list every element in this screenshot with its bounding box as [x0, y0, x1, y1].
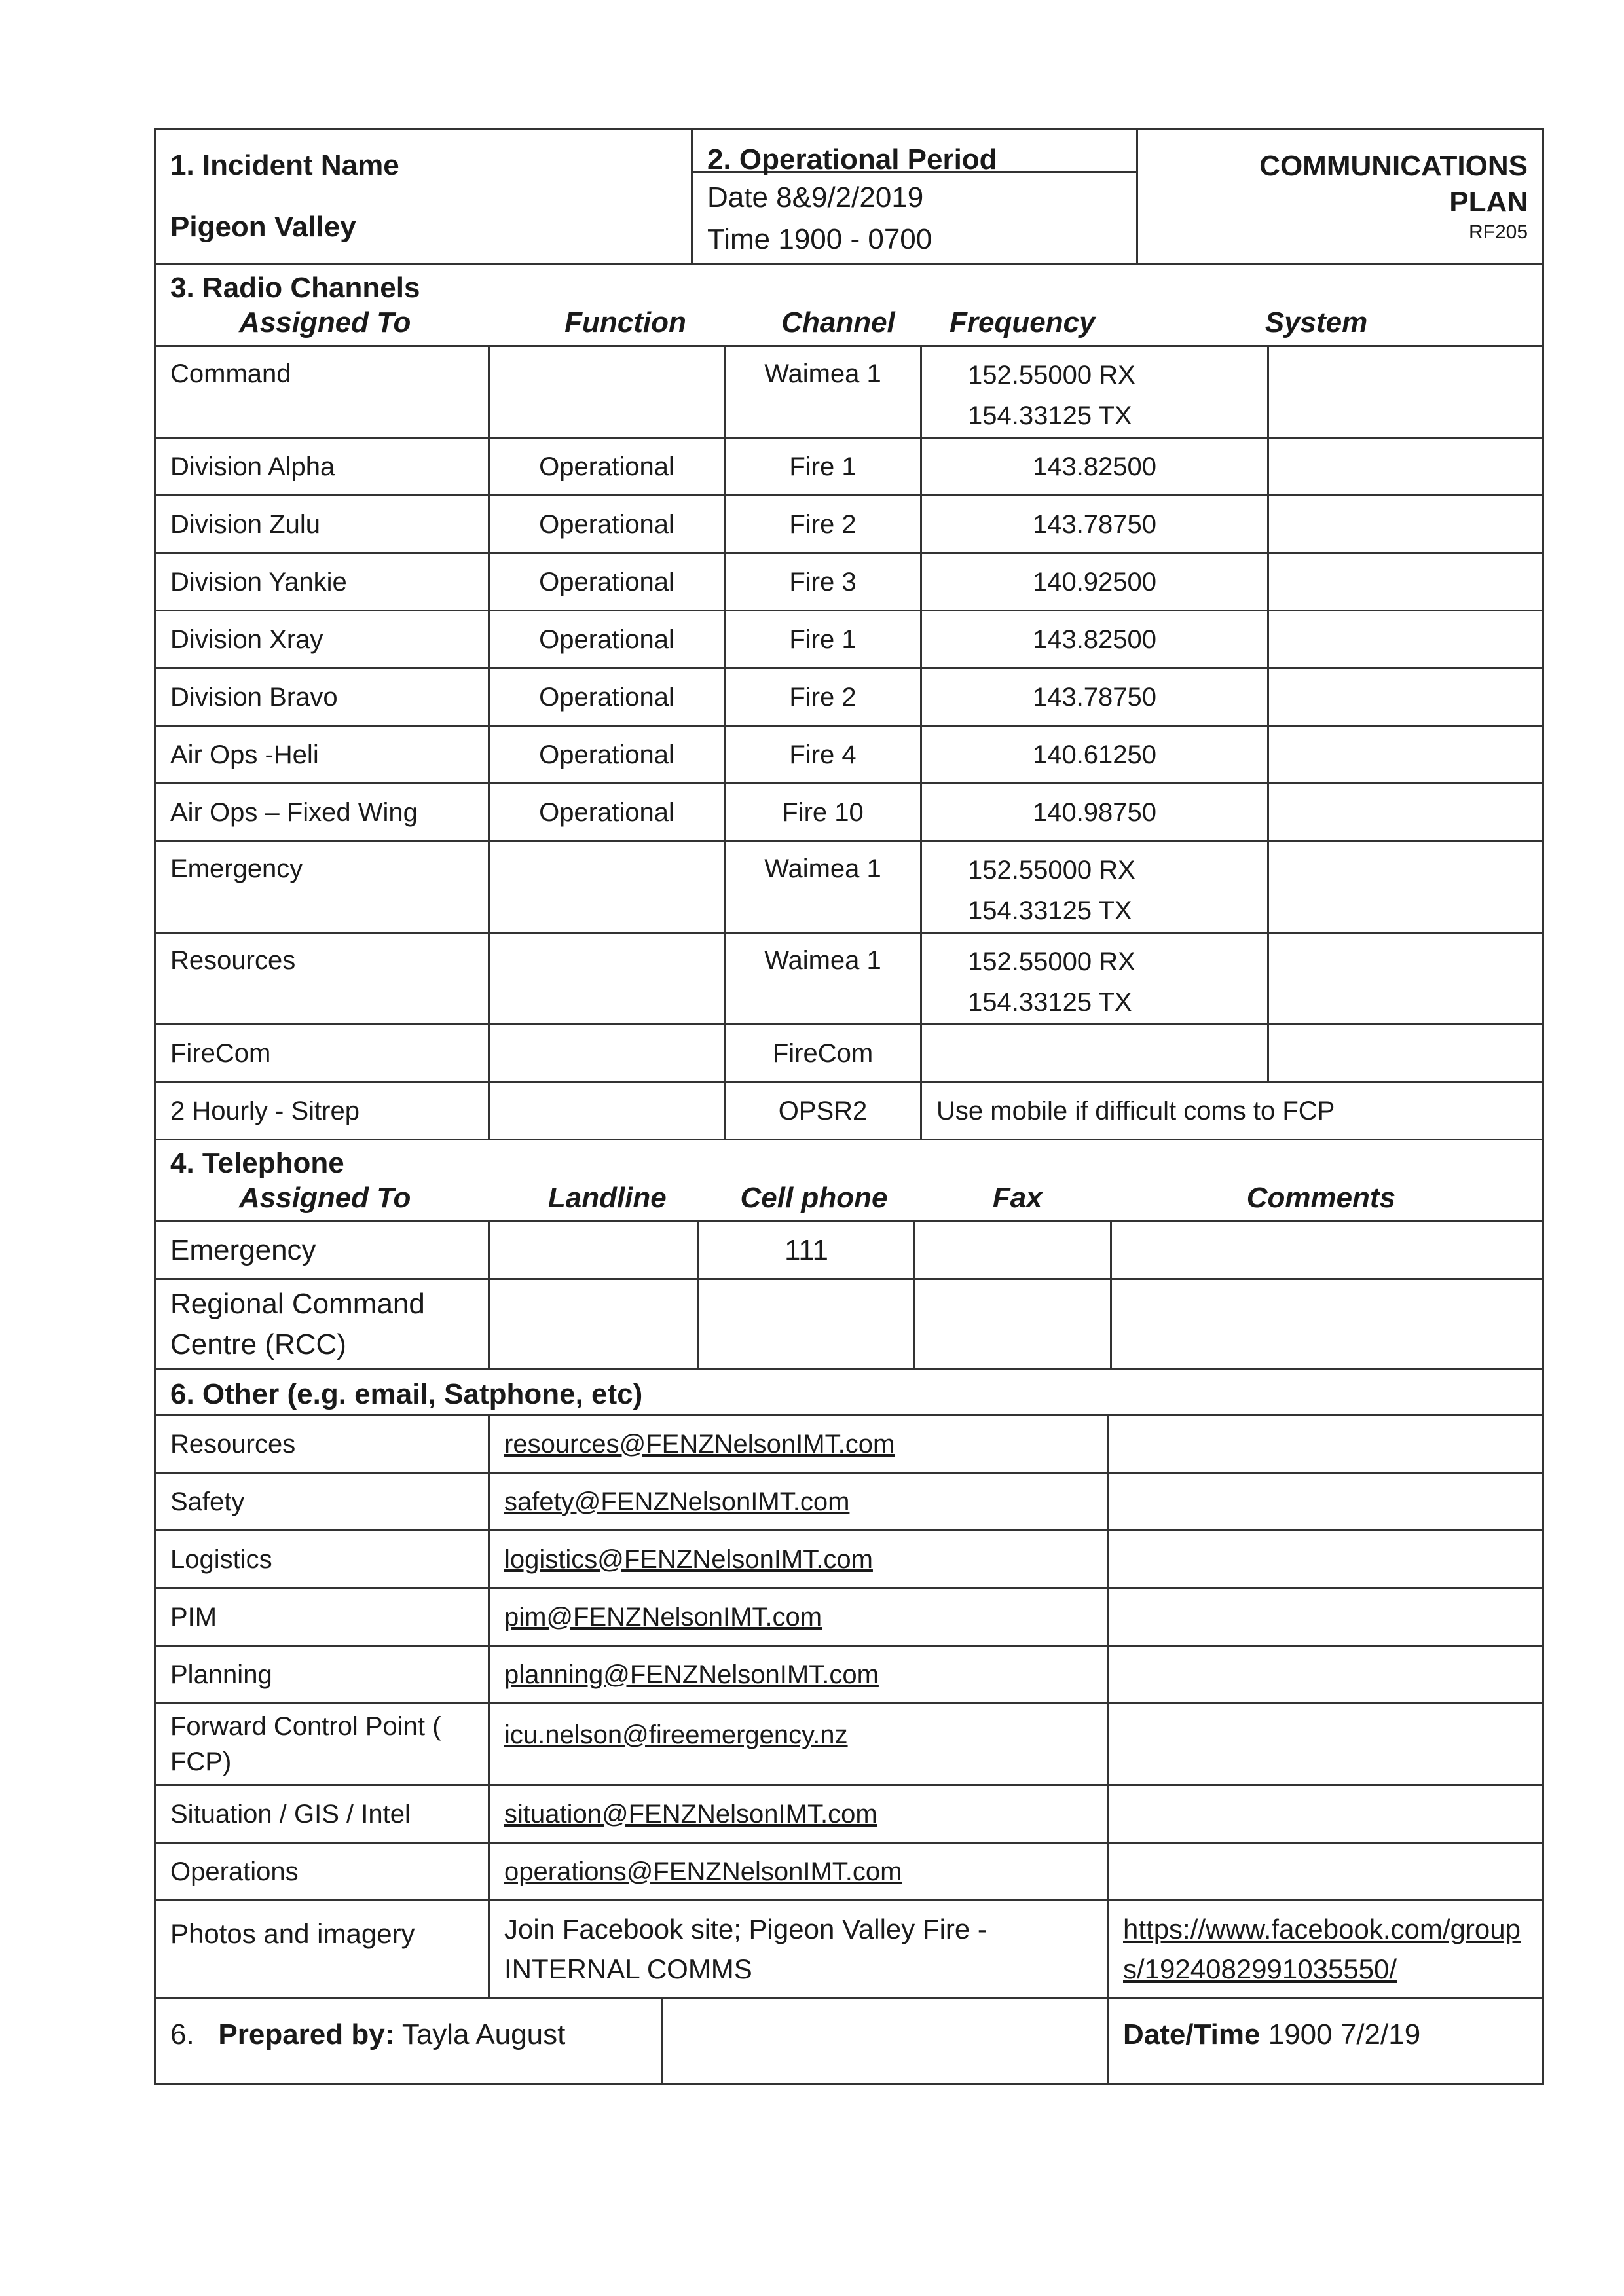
tel-landline: [489, 1279, 699, 1370]
telephone-section-header: [155, 1140, 1543, 1222]
radio-function: [489, 1025, 725, 1082]
other-label: Situation / GIS / Intel: [155, 1785, 489, 1843]
photos-label: Photos and imagery: [155, 1901, 489, 1999]
radio-assigned: Division Bravo: [155, 668, 489, 726]
radio-function: Operational: [489, 726, 725, 784]
other-label: Operations: [155, 1843, 489, 1901]
telephone-row: [155, 1222, 1543, 1279]
email-link[interactable]: pim@FENZNelsonIMT.com: [489, 1588, 1108, 1646]
other-section-header: [155, 1370, 1543, 1415]
radio-frequency: [921, 346, 1268, 438]
radio-channel: Fire 2: [725, 668, 921, 726]
radio-column-headers: [170, 306, 1528, 344]
other-notes: [1108, 1531, 1543, 1588]
other-notes: [1108, 1646, 1543, 1704]
radio-function: Operational: [489, 784, 725, 841]
email-link[interactable]: resources@FENZNelsonIMT.com: [489, 1415, 1108, 1473]
photos-value: Join Facebook site; Pigeon Valley Fire - INTERNAL COMMS: [489, 1901, 1108, 1999]
tel-assigned: Regional Command Centre (RCC): [155, 1279, 489, 1370]
radio-assigned: Division Alpha: [155, 438, 489, 496]
photos-row: [155, 1901, 1543, 1999]
radio-frequency: 143.82500: [921, 438, 1268, 496]
radio-row: [155, 841, 1543, 933]
col-cell-phone: Cell phone: [740, 1182, 888, 1214]
prepared-by-cell: [155, 1999, 663, 2084]
form-code: RF205: [1468, 221, 1528, 244]
radio-row: [155, 784, 1543, 841]
radio-channels-table: [154, 263, 1544, 1140]
sitrep-assigned: 2 Hourly - Sitrep: [155, 1082, 489, 1140]
radio-frequency: 140.61250: [921, 726, 1268, 784]
tel-fax: [915, 1279, 1111, 1370]
radio-channel: Fire 10: [725, 784, 921, 841]
other-label: PIM: [155, 1588, 489, 1646]
frequency-tx: 154.33125 TX: [968, 896, 1132, 925]
radio-system: [1268, 668, 1543, 726]
telephone-table: [154, 1139, 1544, 1370]
email-link[interactable]: situation@FENZNelsonIMT.com: [489, 1785, 1108, 1843]
email-link[interactable]: logistics@FENZNelsonIMT.com: [489, 1531, 1108, 1588]
tel-cell: [699, 1279, 915, 1370]
radio-system: [1268, 346, 1543, 438]
radio-function: Operational: [489, 668, 725, 726]
title-line1: COMMUNICATIONS: [1259, 150, 1528, 183]
other-notes: [1108, 1704, 1543, 1785]
radio-row: [155, 496, 1543, 553]
tel-assigned: Emergency: [155, 1222, 489, 1279]
radio-function: Operational: [489, 496, 725, 553]
radio-channel: Fire 1: [725, 611, 921, 668]
prepared-by-table: [154, 1997, 1544, 2085]
title-cell: [1137, 129, 1543, 264]
radio-frequency: 140.98750: [921, 784, 1268, 841]
radio-system: [1268, 784, 1543, 841]
radio-frequency: 143.78750: [921, 668, 1268, 726]
tel-comments: [1111, 1222, 1543, 1279]
radio-assigned: Air Ops -Heli: [155, 726, 489, 784]
email-link[interactable]: planning@FENZNelsonIMT.com: [489, 1646, 1108, 1704]
radio-row: [155, 1025, 1543, 1082]
radio-frequency: 143.78750: [921, 496, 1268, 553]
radio-assigned: Resources: [155, 933, 489, 1025]
radio-system: [1268, 496, 1543, 553]
facebook-group-link[interactable]: https://www.facebook.com/groups/1924082991035550/: [1108, 1901, 1543, 1999]
prepared-label: Prepared by:: [218, 2018, 395, 2050]
frequency-rx: 152.55000 RX: [968, 947, 1135, 976]
tel-comments: [1111, 1279, 1543, 1370]
other-row: [155, 1588, 1543, 1646]
other-notes: [1108, 1843, 1543, 1901]
radio-row: [155, 933, 1543, 1025]
col-channel: Channel: [781, 306, 895, 338]
radio-row: [155, 553, 1543, 611]
other-label: Planning: [155, 1646, 489, 1704]
period-label: 2. Operational Period: [693, 132, 1136, 173]
other-row: [155, 1646, 1543, 1704]
email-link[interactable]: operations@FENZNelsonIMT.com: [489, 1843, 1108, 1901]
radio-row: [155, 726, 1543, 784]
other-row: [155, 1473, 1543, 1531]
radio-channel: Fire 2: [725, 496, 921, 553]
radio-system: [1268, 611, 1543, 668]
sitrep-note: Use mobile if difficult coms to FCP: [921, 1082, 1543, 1140]
other-label: Forward Control Point ( FCP): [155, 1704, 489, 1785]
signature-cell: [663, 1999, 1108, 2084]
sitrep-function: [489, 1082, 725, 1140]
telephone-column-headers: [170, 1181, 1528, 1220]
col-function: Function: [564, 306, 686, 338]
radio-frequency: [921, 933, 1268, 1025]
other-label: Resources: [155, 1415, 489, 1473]
radio-assigned: Division Yankie: [155, 553, 489, 611]
radio-function: [489, 933, 725, 1025]
radio-system: [1268, 553, 1543, 611]
radio-section-title: 3. Radio Channels: [170, 272, 420, 304]
datetime-label: Date/Time: [1123, 2018, 1261, 2050]
period-date: Date 8&9/2/2019: [707, 181, 924, 214]
incident-name: Pigeon Valley: [170, 211, 356, 243]
other-notes: [1108, 1588, 1543, 1646]
radio-assigned: Air Ops – Fixed Wing: [155, 784, 489, 841]
other-rows: [155, 1415, 1543, 1901]
radio-system: [1268, 438, 1543, 496]
radio-row: [155, 438, 1543, 496]
col-comments: Comments: [1246, 1182, 1396, 1214]
radio-assigned: Division Zulu: [155, 496, 489, 553]
other-notes: [1108, 1785, 1543, 1843]
other-row: [155, 1531, 1543, 1588]
radio-channel: Waimea 1: [725, 346, 921, 438]
other-row: [155, 1843, 1543, 1901]
tel-landline: [489, 1222, 699, 1279]
sitrep-channel: OPSR2: [725, 1082, 921, 1140]
incident-cell: [155, 129, 692, 264]
radio-row: [155, 668, 1543, 726]
radio-rows: [155, 346, 1543, 1082]
radio-frequency: 143.82500: [921, 611, 1268, 668]
other-row: [155, 1415, 1543, 1473]
radio-section-header: [155, 264, 1543, 346]
prepared-name: Tayla August: [401, 2018, 566, 2050]
communications-plan-form: [154, 128, 1542, 2108]
title-line2: PLAN: [1449, 186, 1528, 219]
col-frequency: Frequency: [950, 306, 1096, 338]
radio-function: Operational: [489, 438, 725, 496]
radio-system: [1268, 726, 1543, 784]
radio-channel: FireCom: [725, 1025, 921, 1082]
frequency-rx: 152.55000 RX: [968, 361, 1135, 390]
other-row: [155, 1785, 1543, 1843]
col-tel-assigned: Assigned To: [239, 1182, 411, 1214]
telephone-section-title: 4. Telephone: [170, 1147, 344, 1180]
radio-frequency: 140.92500: [921, 553, 1268, 611]
radio-assigned: Command: [155, 346, 489, 438]
other-row: [155, 1704, 1543, 1785]
col-landline: Landline: [547, 1182, 667, 1214]
radio-assigned: FireCom: [155, 1025, 489, 1082]
operational-period-cell: [692, 129, 1137, 264]
header-table: [154, 128, 1544, 265]
frequency-rx: 152.55000 RX: [968, 856, 1135, 884]
telephone-row: [155, 1279, 1543, 1370]
other-label: Logistics: [155, 1531, 489, 1588]
radio-channel: Fire 4: [725, 726, 921, 784]
radio-function: [489, 346, 725, 438]
other-notes: [1108, 1473, 1543, 1531]
prepared-number: 6.: [170, 2018, 194, 2050]
email-link[interactable]: safety@FENZNelsonIMT.com: [489, 1473, 1108, 1531]
incident-label: 1. Incident Name: [170, 149, 399, 182]
radio-channel: Waimea 1: [725, 841, 921, 933]
radio-channel: Fire 3: [725, 553, 921, 611]
radio-row-sitrep: [155, 1082, 1543, 1140]
radio-system: [1268, 1025, 1543, 1082]
other-comms-table: [154, 1368, 1544, 1999]
period-time: Time 1900 - 0700: [707, 223, 932, 255]
radio-system: [1268, 933, 1543, 1025]
radio-row: [155, 346, 1543, 438]
tel-fax: [915, 1222, 1111, 1279]
col-assigned-to: Assigned To: [239, 306, 411, 338]
tel-cell: 111: [699, 1222, 915, 1279]
email-link[interactable]: icu.nelson@fireemergency.nz: [489, 1704, 1108, 1785]
frequency-tx: 154.33125 TX: [968, 401, 1132, 430]
radio-function: Operational: [489, 611, 725, 668]
other-label: Safety: [155, 1473, 489, 1531]
col-system: System: [1264, 306, 1368, 338]
frequency-tx: 154.33125 TX: [968, 988, 1132, 1017]
radio-channel: Waimea 1: [725, 933, 921, 1025]
radio-function: [489, 841, 725, 933]
radio-row: [155, 611, 1543, 668]
datetime-value: 1900 7/2/19: [1268, 2018, 1421, 2050]
radio-assigned: Division Xray: [155, 611, 489, 668]
other-notes: [1108, 1415, 1543, 1473]
radio-frequency: [921, 841, 1268, 933]
radio-frequency: [921, 1025, 1268, 1082]
radio-function: Operational: [489, 553, 725, 611]
radio-assigned: Emergency: [155, 841, 489, 933]
other-section-title: 6. Other (e.g. email, Satphone, etc): [170, 1378, 643, 1411]
radio-system: [1268, 841, 1543, 933]
radio-channel: Fire 1: [725, 438, 921, 496]
datetime-cell: [1108, 1999, 1543, 2084]
col-fax: Fax: [992, 1182, 1043, 1214]
